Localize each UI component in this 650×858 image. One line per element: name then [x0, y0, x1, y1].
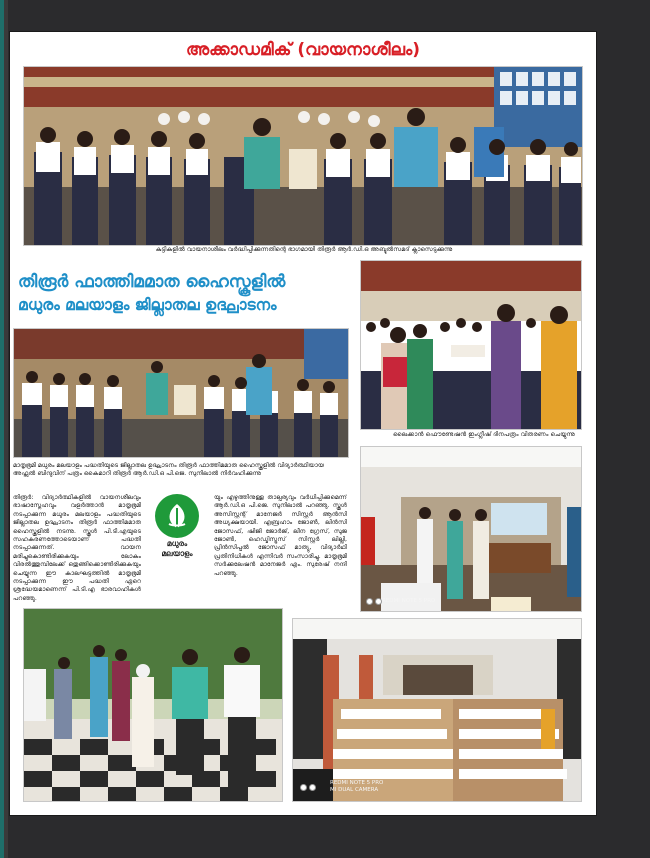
logo-text-line-2: മലയാളം [161, 549, 193, 558]
headline-line-2: മധുരം മലയാളം ജില്ലാതല ഉദ്ഘാടനം [18, 296, 277, 314]
article-paragraph-1: തിരൂർ: വിദ്യാർത്ഥികളിൽ വായനശീലവും ഭാഷാസ്നേഹവും വളർത്താൻ മാതൃഭൂമി നടപ്പാക്കുന്ന മധുരം മലയാളം പദ്ധതിയുടെ ജില്ലാതല ഉദ്ഘാടനം തിരൂർ ഫാത്തിമമാത ഹൈസ്കൂളിൽ നടന്നു. സ്കൂൾ പി.ടി.എയുടെ സഹകരണത്തോടെയാണ് പദ്ധതി നടപ്പാക്കുന്നത്. വായന മരിച്ചുകൊണ്ടിരിക്കുകയും ലോകം വിരൽത്തുമ്പിലേക്ക് ഒതുങ്ങിക്കൊണ്ടിരിക്കുകയും ചെയ്യുന്ന ഈ കാലഘട്ടത്തിൽ മാതൃഭൂമി നടപ്പാക്കുന്ന ഈ പദ്ധതി ഏറെ ശ്രദ്ധേയമാണെന്ന് പി.ടി.എ ഭാരവാഹികൾ പറഞ്ഞു. [13, 494, 141, 602]
camera-watermark: REDMI NOTE 5 PRO [382, 598, 436, 604]
top-photo-caption: കുട്ടികളിൽ വായനാശീലം വർദ്ധിപ്പിക്കുന്നതിന്റെ ഭാഗമായി തിരൂർ ആർ.ഡി.ഒ അബ്ദുൽസമദ് ക്ലാസെടുക്കുന്നു [155, 246, 453, 253]
headline-line-1: തിരൂർ ഫാത്തിമമാത ഹൈസ്കൂളിൽ [18, 272, 286, 292]
photo-indicator-dots [366, 598, 382, 605]
article-body-right [214, 494, 347, 606]
section-title: അക്കാഡമിക് (വായനാശീലം) [186, 40, 420, 60]
camera-watermark-2: MI DUAL CAMERA [330, 787, 379, 793]
article-column-1 [13, 462, 343, 494]
newspaper-page [10, 32, 596, 815]
top-group-photo [23, 66, 583, 246]
photo-indicator-dots-2 [300, 784, 316, 791]
article-paragraph-2: യും എഴുത്തിനുള്ള താല്പര്യവും വർധിപ്പിക്കുമെന്ന് ആർ.ഡി.ഒ പി.ജെ. സുനിലാൽ പറഞ്ഞു. സ്കൂൾ അസിസ്റ്റന്റ് മാനേജർ സിസ്റ്റർ ആൻസി അധ്യക്ഷയായി. [214, 494, 347, 527]
right-middle-photo-caption: ലൈക്കാൻ ഫൌണ്ടേഷൻ ഇംഗ്ലീഷ് ദിനപത്രം വിതരണം ചെയ്യുന്നു [393, 431, 575, 438]
article-photo [13, 328, 349, 458]
newspaper-distribution-photo [360, 260, 582, 430]
madhuram-malayalam-logo [146, 494, 208, 556]
article-headline [18, 270, 346, 316]
assembly-hall-photo [292, 618, 582, 802]
leaf-logo-icon [155, 494, 199, 538]
logo-text-line-1: മധുരം [166, 539, 188, 548]
article-body-left [13, 494, 141, 606]
article-photo-caption: മാതൃഭൂമി മധുരം മലയാളം പദ്ധതിയുടെ ജില്ലാതല ഉദ്ഘാടനം തിരൂർ ഫാത്തിമമാത ഹൈസ്കൂളിൽ വിദ്യാർത്ഥിയായ അഫ്സൽ ബിന്ദുവിന് പത്രം കൈമാറി തിരൂർ ആർ.ഡി.ഒ പി.ജെ. സുനിലാൽ നിർവഹിക്കുന്നു [13, 462, 325, 477]
stage-event-photo [360, 446, 582, 612]
courtyard-photo [23, 608, 283, 802]
window-edge-shadow [4, 0, 8, 858]
camera-watermark-1: REDMI NOTE 5 PRO [330, 780, 384, 786]
article-paragraph-3: എബ്രഹാം ജോൺ, ലിൻസി ജോസഫ്, ഷിജി ജോർജ്, ലീന ഗ്രേസ്, സുജ ജോൺ, ഹെഡ്മിസ്ട്രസ് സിസ്റ്റർ ലില്ലി, പ്രിൻസിപ്പൽ ജോസഫ് മാത്യു, വിദ്യാർഥി പ്രതിനിധികൾ എന്നിവർ സംസാരിച്ചു. മാതൃഭൂമി സർക്കുലേഷൻ മാനേജർ എം. സുരേഷ് നന്ദി പറഞ്ഞു. [214, 519, 347, 577]
